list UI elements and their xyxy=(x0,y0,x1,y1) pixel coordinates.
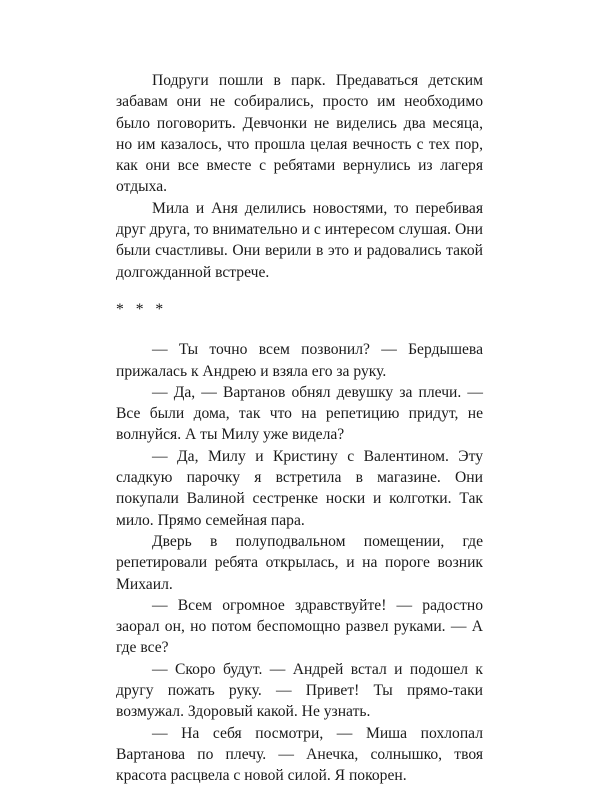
paragraph: — На себя посмотри, — Миша похлопал Вартанова по плечу. — Анечка, солнышко, твоя красота расцвела с новой силой. Я покорен. xyxy=(116,724,483,785)
scene-separator: * * * xyxy=(116,300,168,318)
paragraph: — Да, Милу и Кристину с Валентином. Эту сладкую парочку я встретила в магазине. Они покупали Валиной сестренке носки и колготки. Так мило. Прямо семейная пара. xyxy=(116,447,483,529)
paragraph: Дверь в полуподвальном помещении, где репетировали ребята открылась, и на пороге возник Михаил. xyxy=(116,532,483,593)
paragraph: — Ты точно всем позвонил? — Бердышева прижалась к Андрею и взяла его за руку. xyxy=(116,341,483,380)
paragraph: — Всем огромное здравствуйте! — радостно заорал он, но потом беспомощно развел руками. — А где все? xyxy=(116,596,483,657)
paragraph: — Да, — Вартанов обнял девушку за плечи. — Все были дома, так что на репетицию придут, не волнуйся. А ты Милу уже видела? xyxy=(116,383,483,444)
paragraph: Подруги пошли в парк. Предаваться детским забавам они не собирались, просто им необходимо было поговорить. Девчонки не виделись два месяца, но им казалось, что прошла целая вечность с тех пор, как они все вместе с ребятами вернулись из лагеря отдыха. xyxy=(116,72,483,196)
book-page xyxy=(116,70,483,787)
paragraph: — Скоро будут. — Андрей встал и подошел к другу пожать руку. — Привет! Ты прямо-таки возмужал. Здоровый какой. Не узнать. xyxy=(116,660,483,721)
paragraph: Мила и Аня делились новостями, то перебивая друг друга, то внимательно и с интересом слушая. Они были счастливы. Они верили в это и радовались такой долгожданной встрече. xyxy=(116,199,483,281)
